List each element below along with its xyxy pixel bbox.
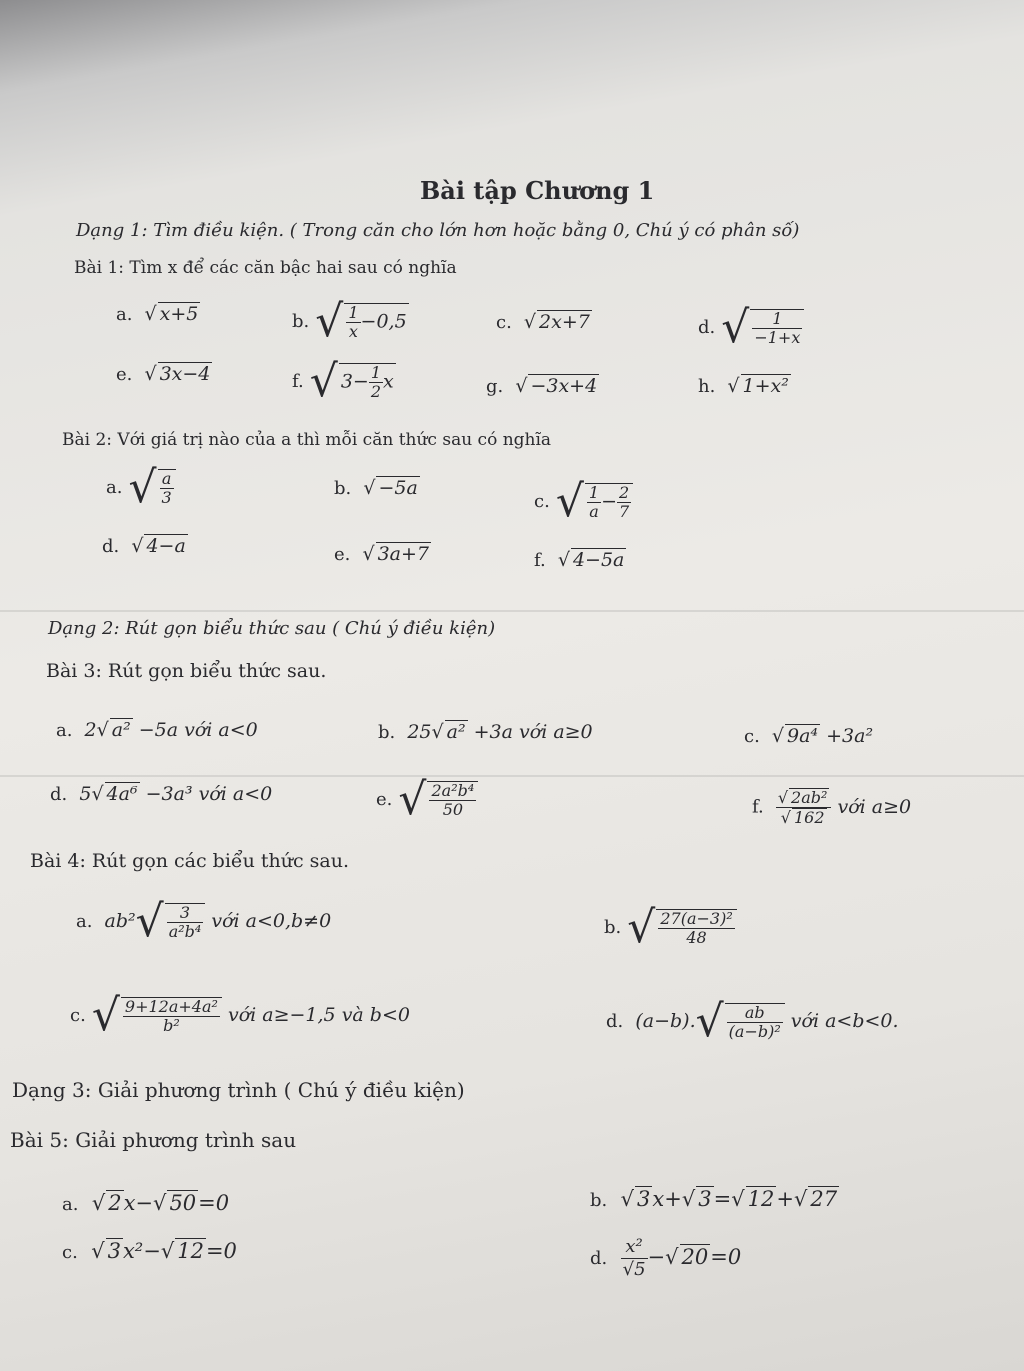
bai1-heading: Bài 1: Tìm x để các căn bậc hai sau có nghĩa xyxy=(74,258,457,278)
bai2-item-b: b. √ −5a xyxy=(334,477,418,499)
bai3-item-f: f. $\frac{\text{√ 2ab²}}{√ 162}$ với a≥0 xyxy=(752,788,912,827)
bai3-item-a: a. 2√ a² −5a với a<0 xyxy=(56,719,258,741)
bai1-item-h: h. √ 1+x² xyxy=(698,375,789,397)
bai2-item-d: d. √ 4−a xyxy=(102,535,186,557)
bai5-heading: Bài 5: Giải phương trình sau xyxy=(10,1128,297,1152)
bai2-item-e: e. √ 3a+7 xyxy=(334,543,430,565)
bai2-heading: Bài 2: Với giá trị nào của a thì mỗi căn thức sau có nghĩa xyxy=(62,430,552,450)
bai4-item-c: c. √ $\frac{\text{9+12a+4a²}}{\text{b²}}$ với a≥−1,5 và b<0 xyxy=(70,990,410,1041)
dang1-heading: Dạng 1: Tìm điều kiện. ( Trong căn cho lớn hơn hoặc bằng 0, Chú ý có phân số) xyxy=(76,220,800,241)
bai1-item-d: d. √ $\frac{1}{-1+x}$ xyxy=(698,306,804,350)
bai4-item-a: a. ab²√ $\frac{3}{\text{a²b⁴}}$ với a<0,b≠0 xyxy=(76,896,332,947)
bai2-item-c: c. √ $\frac{1}{a}$ − $\frac{2}{7}$ xyxy=(534,480,633,524)
bai5-item-a: a. √ 2x−√ 50=0 xyxy=(62,1191,230,1215)
bai2-item-f: f. √ 4−5a xyxy=(534,549,625,571)
bai1-item-a: a. √ x+5 xyxy=(116,303,199,325)
bai3-item-b: b. 25√ a² +3a với a≥0 xyxy=(378,721,593,743)
bai1-item-g: g. √ −3x+4 xyxy=(486,375,598,397)
page-title: Bài tập Chương 1 xyxy=(420,176,655,205)
dang2-heading: Dạng 2: Rút gọn biểu thức sau ( Chú ý điều kiện) xyxy=(48,618,496,639)
bai3-item-e: e. √ $\frac{\text{2a²b⁴}}{50}$ xyxy=(376,778,478,822)
bai4-heading: Bài 4: Rút gọn các biểu thức sau. xyxy=(30,850,350,872)
paper-crease xyxy=(0,610,1024,612)
paper-crease xyxy=(0,775,1024,777)
bai1-item-b: b. √ $\frac{1}{x}$ −0,5 xyxy=(292,296,407,347)
bai2-item-a: a. √ $\frac{a}{3}$ xyxy=(106,466,176,510)
dang3-heading: Dạng 3: Giải phương trình ( Chú ý điều kiện) xyxy=(12,1078,465,1102)
bai5-item-d: d. $\frac{\text{x²}}{√5}$ −√ 20=0 xyxy=(590,1236,742,1280)
bai4-item-d: d. (a−b).√ $\frac{ab}{\text{(a−b)²}}$ với a<b<0. xyxy=(606,996,899,1047)
bai4-item-b: b. √ $\frac{\text{27(a−3)²}}{48}$ xyxy=(604,906,737,950)
bai1-item-c: c. √ 2x+7 xyxy=(496,311,590,333)
bai1-item-e: e. √ 3x−4 xyxy=(116,363,211,385)
bai5-item-b: b. √ 3x+√ 3=√ 12+√ 27 xyxy=(590,1187,838,1211)
bai3-item-d: d. 5√ 4a⁶ −3a³ với a<0 xyxy=(50,783,273,805)
bai5-item-c: c. √ 3x²−√ 12=0 xyxy=(62,1239,237,1263)
bai1-item-f: f. √ 3− $\frac{1}{2}$ x xyxy=(292,356,394,407)
bai3-heading: Bài 3: Rút gọn biểu thức sau. xyxy=(46,660,327,682)
bai3-item-c: c. √ 9a⁴ +3a² xyxy=(744,725,874,747)
